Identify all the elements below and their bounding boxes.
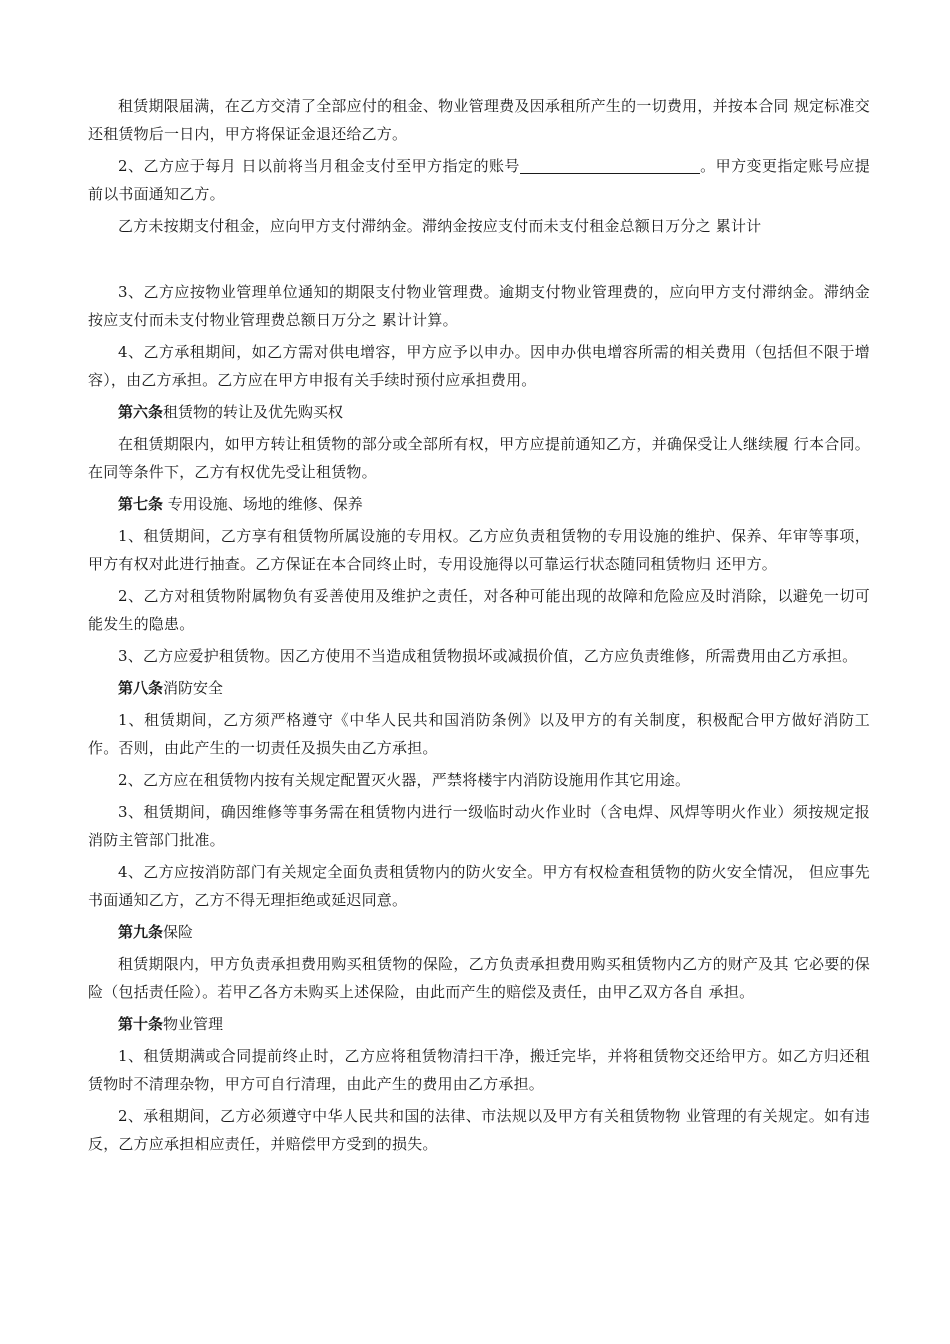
paragraph-fire-regulations: 1、租赁期间，乙方须严格遵守《中华人民共和国消防条例》以及甲方的有关制度，积极配合甲方做好消防工作。否则，由此产生的一切责任及损失由乙方承担。 — [88, 711, 870, 757]
paragraph-extinguishers: 2、乙方应在租赁物内按有关规定配置灭火器，严禁将楼宇内消防设施用作其它用途。 — [118, 771, 691, 789]
paragraph-property-fee: 3、乙方应按物业管理单位通知的期限支付物业管理费。逾期支付物业管理费的，应向甲方支付滞纳金。滞纳金按应支付而未支付物业管理费总额日万分之 累计计算。 — [88, 283, 870, 329]
paragraph-facility-rights: 1、租赁期间，乙方享有租赁物所属设施的专用权。乙方应负责租赁物的专用设施的维护、保养、年审等事项，甲方有权对此进行抽查。乙方保证在本合同终止时，专用设施得以可靠运行状态随同租赁物归 还甲方。 — [88, 527, 870, 573]
article-8-number: 第八条 — [118, 679, 164, 697]
article-9-heading — [88, 918, 870, 946]
paragraph-cleanup: 1、租赁期满或合同提前终止时，乙方应将租赁物清扫干净，搬迁完毕，并将租赁物交还给甲方。如乙方归还租赁物时不清理杂物，甲方可自行清理，由此产生的费用由乙方承担。 — [88, 1047, 870, 1093]
paragraph-insurance: 租赁期限内，甲方负责承担费用购买租赁物的保险，乙方负责承担费用购买租赁物内乙方的财产及其 它必要的保险（包括责任险）。若甲乙各方未购买上述保险，由此而产生的赔偿及责任，由甲乙双方各自 承担。 — [88, 955, 870, 1001]
paragraph-facility-care: 2、乙方对租赁物附属物负有妥善使用及维护之责任，对各种可能出现的故障和危险应及时消除，以避免一切可能发生的隐患。 — [88, 587, 870, 633]
article-6-number: 第六条 — [118, 403, 164, 421]
article-10-title: 物业管理 — [163, 1015, 224, 1033]
article-6-heading — [88, 398, 870, 426]
article-6-title: 租赁物的转让及优先购买权 — [163, 403, 344, 421]
document-page — [88, 92, 870, 1162]
paragraph-deposit-return: 租赁期限届满，在乙方交清了全部应付的租金、物业管理费及因承租所产生的一切费用，并按本合同 规定标准交还租赁物后一日内，甲方将保证金退还给乙方。 — [88, 97, 870, 143]
article-9-number: 第九条 — [118, 923, 164, 941]
rent-payment-text-a: 2、乙方应于每月 日以前将当月租金支付至甲方指定的账号 — [118, 157, 520, 175]
article-8-title: 消防安全 — [163, 679, 224, 697]
article-7-number: 第七条 — [118, 495, 164, 513]
account-number-blank — [520, 157, 700, 174]
paragraph-transfer: 在租赁期限内，如甲方转让租赁物的部分或全部所有权，甲方应提前通知乙方，并确保受让人继续履 行本合同。在同等条件下，乙方有权优先受让租赁物。 — [88, 435, 870, 481]
article-10-heading — [88, 1010, 870, 1038]
paragraph-fire-safety: 4、乙方应按消防部门有关规定全面负责租赁物内的防火安全。甲方有权检查租赁物的防火安全情况， 但应事先书面通知乙方，乙方不得无理拒绝或延迟同意。 — [88, 863, 870, 909]
paragraph-facility-repair: 3、乙方应爱护租赁物。因乙方使用不当造成租赁物损坏或减损价值，乙方应负责维修，所需费用由乙方承担。 — [118, 647, 858, 665]
paragraph-late-fee: 乙方未按期支付租金，应向甲方支付滞纳金。滞纳金按应支付而未支付租金总额日万分之 累计计 — [118, 217, 762, 235]
article-9-title: 保险 — [163, 923, 194, 941]
paragraph-power-capacity: 4、乙方承租期间，如乙方需对供电增容，甲方应予以申办。因申办供电增容所需的相关费用（包括但不限于增容），由乙方承担。乙方应在甲方申报有关手续时预付应承担费用。 — [88, 343, 870, 389]
article-7-heading — [88, 490, 870, 518]
article-10-number: 第十条 — [118, 1015, 164, 1033]
paragraph-rent-payment — [88, 152, 870, 208]
article-8-heading — [88, 674, 870, 702]
paragraph-compliance: 2、承租期间，乙方必须遵守中华人民共和国的法律、市法规以及甲方有关租赁物物 业管理的有关规定。如有违反，乙方应承担相应责任，并赔偿甲方受到的损失。 — [88, 1107, 870, 1153]
rent-payment-text-b: 。甲方变更指定账号应提前以书面通知乙方。 — [88, 157, 870, 203]
paragraph-hot-work: 3、租赁期间，确因维修等事务需在租赁物内进行一级临时动火作业时（含电焊、风焊等明火作业）须按规定报消防主管部门批准。 — [88, 803, 870, 849]
article-7-title: 专用设施、场地的维修、保养 — [163, 495, 363, 513]
